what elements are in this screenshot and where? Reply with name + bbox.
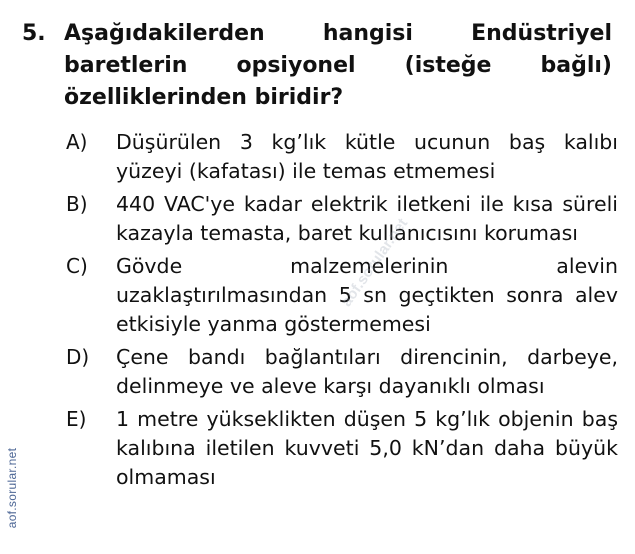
option-c-text: Gövde malzemelerinin alevin uzaklaştırılmasından 5 sn geçtikten sonra alev etkisiyle yanma göstermemesi [116, 254, 618, 336]
option-c[interactable] [66, 252, 618, 339]
option-d-text: Çene bandı bağlantıları direncinin, darbeye, delinmeye ve aleve karşı dayanıklı olması [116, 345, 618, 398]
question-stem: Aşağıdakilerden hangisi Endüstriyel baretlerin opsiyonel (isteğe bağlı) özelliklerinden biridir? [64, 21, 612, 110]
option-b-text: 440 VAC'ye kadar elektrik iletkeni ile kısa süreli kazayla temasta, baret kullanıcısını koruması [116, 192, 618, 245]
option-b-letter: B) [66, 192, 88, 216]
side-watermark: aof.sorular.net [5, 447, 19, 529]
option-b[interactable] [66, 190, 618, 248]
option-a-text: Düşürülen 3 kg’lık kütle ucunun baş kalıbı yüzeyi (kafatası) ile temas etmemesi [116, 130, 618, 183]
option-a[interactable] [66, 128, 618, 186]
option-e-letter: E) [66, 407, 87, 431]
option-d-letter: D) [66, 345, 90, 369]
option-c-letter: C) [66, 254, 88, 278]
question-number: 5. [22, 21, 46, 46]
option-e-text: 1 metre yükseklikten düşen 5 kg’lık objenin baş kalıbına iletilen kuvveti 5,0 kN’dan daha büyük olmaması [116, 407, 618, 489]
option-d[interactable] [66, 343, 618, 401]
answer-options [66, 128, 618, 492]
option-a-letter: A) [66, 130, 88, 154]
question-header [22, 18, 612, 114]
question-block [22, 18, 618, 496]
diagonal-watermark: aof.sorular.net [338, 215, 412, 310]
option-e[interactable] [66, 405, 618, 492]
